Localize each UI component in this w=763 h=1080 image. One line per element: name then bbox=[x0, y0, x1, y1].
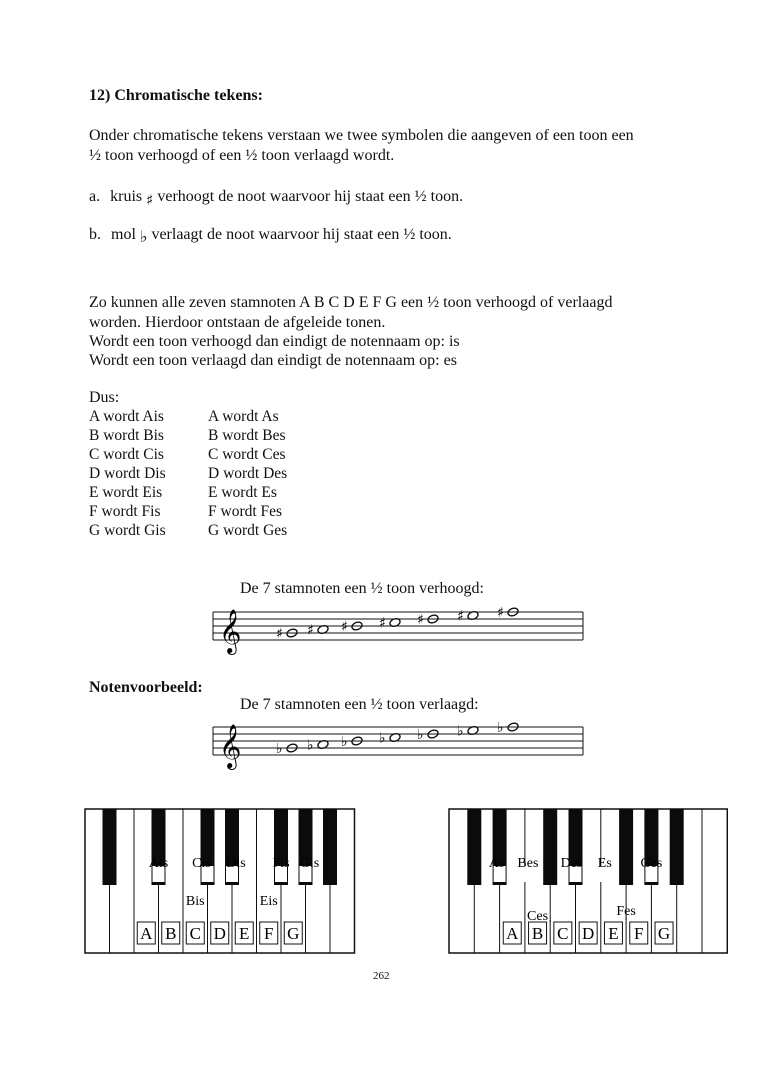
list-marker-a: a. bbox=[89, 188, 101, 205]
flat-accidental-icon: ♭ bbox=[341, 734, 348, 750]
black-key bbox=[467, 809, 481, 885]
white-key-label: B bbox=[531, 924, 544, 943]
black-key-label: Bes bbox=[517, 856, 539, 871]
sharp-pair: E wordt Eis bbox=[89, 484, 163, 501]
white-key-label: A bbox=[140, 924, 153, 943]
paragraph-line-4: Wordt een toon verlaagd dan eindigt de notennaam op: es bbox=[89, 352, 457, 369]
sign-sharp-line bbox=[89, 187, 464, 209]
staff-sharp bbox=[205, 600, 590, 658]
white-key-label: G bbox=[657, 924, 671, 943]
sharp-pair: B wordt Bis bbox=[89, 427, 164, 444]
paragraph-line-3: Wordt een toon verhoogd dan eindigt de notennaam op: is bbox=[89, 333, 460, 350]
intro-line-1: Onder chromatische tekens verstaan we twee symbolen die aangeven of een toon een bbox=[89, 127, 634, 144]
sharp-word: kruis bbox=[110, 188, 143, 205]
black-key-label: Dis bbox=[226, 856, 246, 871]
treble-clef-icon: 𝄞 bbox=[219, 726, 242, 768]
sharp-symbol-icon: ♯ bbox=[146, 191, 154, 209]
black-key-label: Es bbox=[597, 856, 612, 871]
black-key-label: Ais bbox=[148, 856, 169, 871]
sharp-accidental-icon: ♯ bbox=[457, 608, 464, 625]
enharmonic-label: Fes bbox=[616, 904, 636, 919]
black-key bbox=[619, 809, 633, 885]
black-key bbox=[543, 809, 557, 885]
flat-pair: E wordt Es bbox=[208, 484, 277, 501]
flat-notes bbox=[276, 720, 522, 757]
sharp-pair: G wordt Gis bbox=[89, 522, 166, 539]
staff-sharp-caption: De 7 stamnoten een ½ toon verhoogd: bbox=[240, 580, 484, 597]
sharp-accidental-icon: ♯ bbox=[341, 619, 348, 635]
black-key-label: Fis bbox=[272, 856, 290, 871]
flat-pair: D wordt Des bbox=[208, 465, 288, 482]
black-key bbox=[103, 809, 117, 885]
sharp-accidental-icon: ♯ bbox=[417, 612, 424, 628]
white-key-label: E bbox=[239, 924, 250, 943]
treble-clef-icon: 𝄞 bbox=[219, 611, 242, 653]
white-key-label: D bbox=[213, 924, 226, 943]
flat-accidental-icon: ♭ bbox=[497, 720, 504, 736]
flat-accidental-icon: ♭ bbox=[276, 741, 283, 757]
white-key-label: B bbox=[165, 924, 177, 943]
black-key-label: Gis bbox=[299, 856, 320, 871]
white-key-label: C bbox=[557, 924, 569, 943]
sharp-accidental-icon: ♯ bbox=[276, 626, 283, 642]
black-key-label: Des bbox=[560, 856, 583, 871]
list-marker-b: b. bbox=[89, 226, 101, 243]
black-key-label: Ges bbox=[640, 856, 663, 871]
paragraph-line-2: worden. Hierdoor ontstaan de afgeleide tonen. bbox=[89, 314, 386, 331]
white-key-label: A bbox=[506, 924, 519, 943]
white-key-label: G bbox=[287, 924, 300, 943]
enharmonic-label: Eis bbox=[259, 894, 278, 909]
keyboard-flat bbox=[448, 808, 728, 954]
flat-accidental-icon: ♭ bbox=[307, 737, 314, 754]
sharp-accidental-icon: ♯ bbox=[307, 622, 314, 639]
flat-pair: G wordt Ges bbox=[208, 522, 288, 539]
notenvoorbeeld-label: Notenvoorbeeld: bbox=[89, 679, 203, 696]
flat-accidental-icon: ♭ bbox=[457, 723, 464, 740]
page-number: 262 bbox=[373, 970, 390, 982]
flat-accidental-icon: ♭ bbox=[379, 730, 386, 747]
black-key-label: As bbox=[488, 856, 505, 871]
staff-flat-caption: De 7 stamnoten een ½ toon verlaagd: bbox=[240, 696, 479, 713]
white-key-label: F bbox=[264, 924, 274, 943]
black-key-label: Cis bbox=[192, 856, 211, 871]
sharp-pair: D wordt Dis bbox=[89, 465, 166, 482]
flat-pair: B wordt Bes bbox=[208, 427, 286, 444]
white-key-label: F bbox=[634, 924, 644, 943]
dus-label: Dus: bbox=[89, 389, 120, 406]
sharp-pair: A wordt Ais bbox=[89, 408, 164, 425]
white-key-label: D bbox=[582, 924, 595, 943]
sharp-accidental-icon: ♯ bbox=[497, 605, 504, 621]
flat-word: mol bbox=[111, 226, 136, 243]
keyboard-sharp bbox=[84, 808, 356, 954]
flat-pair: C wordt Ces bbox=[208, 446, 286, 463]
white-key-label: C bbox=[189, 924, 201, 943]
flat-accidental-icon: ♭ bbox=[417, 727, 424, 743]
sign-flat-line bbox=[89, 224, 452, 244]
sharp-notes bbox=[276, 605, 522, 642]
paragraph-line-1: Zo kunnen alle zeven stamnoten A B C D E F G een ½ toon verhoogd of verlaagd bbox=[89, 294, 613, 311]
section-title: 12) Chromatische tekens: bbox=[89, 87, 263, 104]
sharp-description: verhoogt de noot waarvoor hij staat een ½ toon. bbox=[157, 188, 464, 205]
enharmonic-label: Bis bbox=[185, 894, 205, 909]
sharp-pair: C wordt Cis bbox=[89, 446, 164, 463]
intro-line-2: ½ toon verhoogd of een ½ toon verlaagd wordt. bbox=[89, 147, 395, 164]
flat-pair: F wordt Fes bbox=[208, 503, 283, 520]
sharp-pair: F wordt Fis bbox=[89, 503, 161, 520]
sharp-accidental-icon: ♯ bbox=[379, 615, 386, 632]
enharmonic-label: Ces bbox=[527, 909, 549, 924]
flat-description: verlaagt de noot waarvoor hij staat een ½ toon. bbox=[151, 226, 452, 243]
staff-flat bbox=[205, 715, 590, 773]
black-key bbox=[323, 809, 337, 885]
black-key bbox=[670, 809, 684, 885]
flat-pair: A wordt As bbox=[208, 408, 279, 425]
flat-symbol-icon: ♭ bbox=[139, 227, 148, 246]
white-key-label: E bbox=[608, 924, 619, 943]
